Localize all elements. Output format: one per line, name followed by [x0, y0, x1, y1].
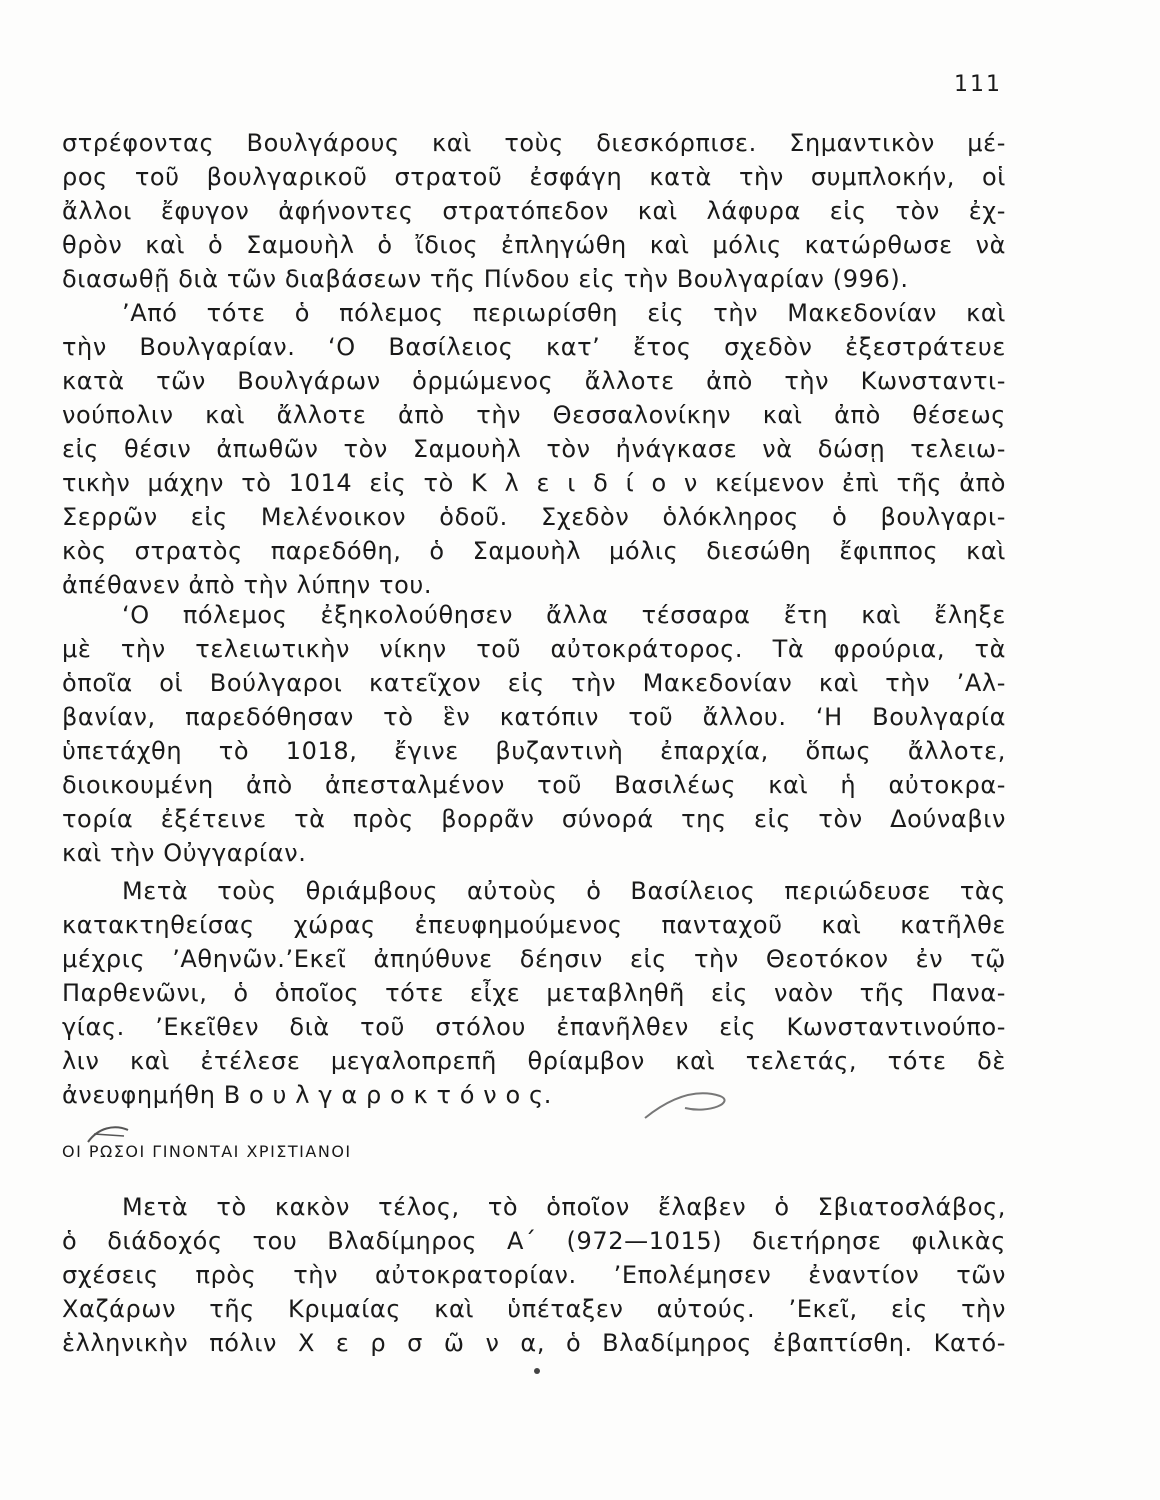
text-line: ὁποῖα οἱ Βούλγαροι κατεῖχον εἰς τὴν Μακεδονίαν καὶ τὴν ’Αλ- — [62, 669, 1006, 697]
text-line: μέχρις ’Αθηνῶν.’Εκεῖ ἀπηύθυνε δέησιν εἰς τὴν Θεοτόκον ἐν τῷ — [62, 945, 1006, 973]
text-line: εἰς θέσιν ἀπωθῶν τὸν Σαμουὴλ τὸν ἠνάγκασε νὰ δώσῃ τελειω- — [62, 435, 1006, 463]
text-line: διοικουμένη ἀπὸ ἀπεσταλμένον τοῦ Βασιλέως καὶ ἡ αὐτοκρα- — [62, 771, 1006, 799]
text-line: Παρθενῶνι, ὁ ὁποῖος τότε εἶχε μεταβληθῆ εἰς ναὸν τῆς Πανα- — [62, 979, 1006, 1007]
text-line: κὸς στρατὸς παρεδόθη, ὁ Σαμουὴλ μόλις διεσώθη ἔφιππος καὶ — [62, 537, 1006, 565]
text-line: κατὰ τῶν Βουλγάρων ὁρμώμενος ἄλλοτε ἀπὸ τὴν Κωνσταντι- — [62, 367, 1006, 395]
text-line: λιν καὶ ἐτέλεσε μεγαλοπρεπῆ θρίαμβον καὶ τελετάς, τότε δὲ — [62, 1047, 1006, 1075]
text-line: θρὸν καὶ ὁ Σαμουὴλ ὁ ἴδιος ἐπληγώθη καὶ μόλις κατώρθωσε νὰ — [62, 231, 1006, 259]
text-line: γίας. ’Εκεῖθεν διὰ τοῦ στόλου ἐπανῆλθεν εἰς Κωνσταντινούπο- — [62, 1013, 1006, 1041]
text-line: τικὴν μάχην τὸ 1014 εἰς τὸ Κ λ ε ι δ ί ο ν κείμενον ἐπὶ τῆς ἀπὸ — [62, 469, 1006, 497]
text-line: Χαζάρων τῆς Κριμαίας καὶ ὑπέταξεν αὐτούς. ’Εκεῖ, εἰς τὴν — [62, 1295, 1006, 1323]
section-heading: ΟΙ ΡΩΣΟΙ ΓΙΝΟΝΤΑΙ ΧΡΙΣΤΙΑΝΟΙ — [62, 1142, 352, 1161]
text-line: ’Από τότε ὁ πόλεμος περιωρίσθη εἰς τὴν Μακεδονίαν καὶ — [122, 299, 1006, 327]
text-line: κατακτηθείσας χώρας ἐπευφημούμενος πανταχοῦ καὶ κατῆλθε — [62, 911, 1006, 939]
paragraph-triumph — [62, 874, 1006, 1112]
text-line: ρος τοῦ βουλγαρικοῦ στρατοῦ ἐσφάγη κατὰ τὴν συμπλοκήν, οἱ — [62, 163, 1006, 191]
text-line: Σερρῶν εἰς Μελένοικον ὁδοῦ. Σχεδὸν ὁλόκληρος ὁ βουλγαρι- — [62, 503, 1006, 531]
text-line: ἄλλοι ἔφυγον ἀφήνοντες στρατόπεδον καὶ λάφυρα εἰς τὸν ἐχ- — [62, 197, 1006, 225]
page-number: 111 — [954, 72, 1002, 97]
page-dot — [534, 1368, 540, 1374]
text-line: Μετὰ τὸ κακὸν τέλος, τὸ ὁποῖον ἔλαβεν ὁ Σβιατοσλάβος, — [122, 1193, 1006, 1221]
text-line: διασωθῇ διὰ τῶν διαβάσεων τῆς Πίνδου εἰς τὴν Βουλγαρίαν (996). — [62, 265, 909, 293]
paragraph-war-end — [62, 598, 1006, 870]
text-line: καὶ τὴν Οὐγγαρίαν. — [62, 839, 307, 867]
text-line: ὁ διάδοχός του Βλαδίμηρος Α΄ (972—1015) διετήρησε φιλικὰς — [62, 1227, 1006, 1255]
text-line: τορία ἐξέτεινε τὰ πρὸς βορρᾶν σύνορά της εἰς τὸν Δούναβιν — [62, 805, 1006, 833]
text-line: σχέσεις πρὸς τὴν αὐτοκρατορίαν. ’Επολέμησεν ἐναντίον τῶν — [62, 1261, 1006, 1289]
text-line: τὴν Βουλγαρίαν. ‘Ο Βασίλειος κατ’ ἔτος σχεδὸν ἐξεστράτευε — [62, 333, 1006, 361]
text-line: βανίαν, παρεδόθησαν τὸ ἓν κατόπιν τοῦ ἄλλου. ‘Η Βουλγαρία — [62, 703, 1006, 731]
paragraph-vladimir — [62, 1190, 1006, 1360]
text-line: ἀπέθανεν ἀπὸ τὴν λύπην του. — [62, 571, 433, 599]
text-line: μὲ τὴν τελειωτικὴν νίκην τοῦ αὐτοκράτορος. Τὰ φρούρια, τὰ — [62, 635, 1006, 663]
paragraph-samuel-defeat — [62, 126, 1006, 602]
text-line: στρέφοντας Βουλγάρους καὶ τοὺς διεσκόρπισε. Σημαντικὸν μέ- — [62, 129, 1006, 157]
text-line: ὑπετάχθη τὸ 1018, ἔγινε βυζαντινὴ ἐπαρχία, ὅπως ἄλλοτε, — [62, 737, 1006, 765]
text-line: ἀνευφημήθη Β ο υ λ γ α ρ ο κ τ ό ν ο ς. — [62, 1081, 552, 1109]
text-line: Μετὰ τοὺς θριάμβους αὐτοὺς ὁ Βασίλειος περιώδευσε τὰς — [122, 877, 1006, 905]
text-line: νούπολιν καὶ ἄλλοτε ἀπὸ τὴν Θεσσαλονίκην καὶ ἀπὸ θέσεως — [62, 401, 1006, 429]
text-line: ‘Ο πόλεμος ἐξηκολούθησεν ἄλλα τέσσαρα ἔτη καὶ ἔληξε — [122, 601, 1006, 629]
text-line: ἑλληνικὴν πόλιν Χ ε ρ σ ῶ ν α, ὁ Βλαδίμηρος ἐβαπτίσθη. Κατό- — [62, 1329, 1006, 1357]
